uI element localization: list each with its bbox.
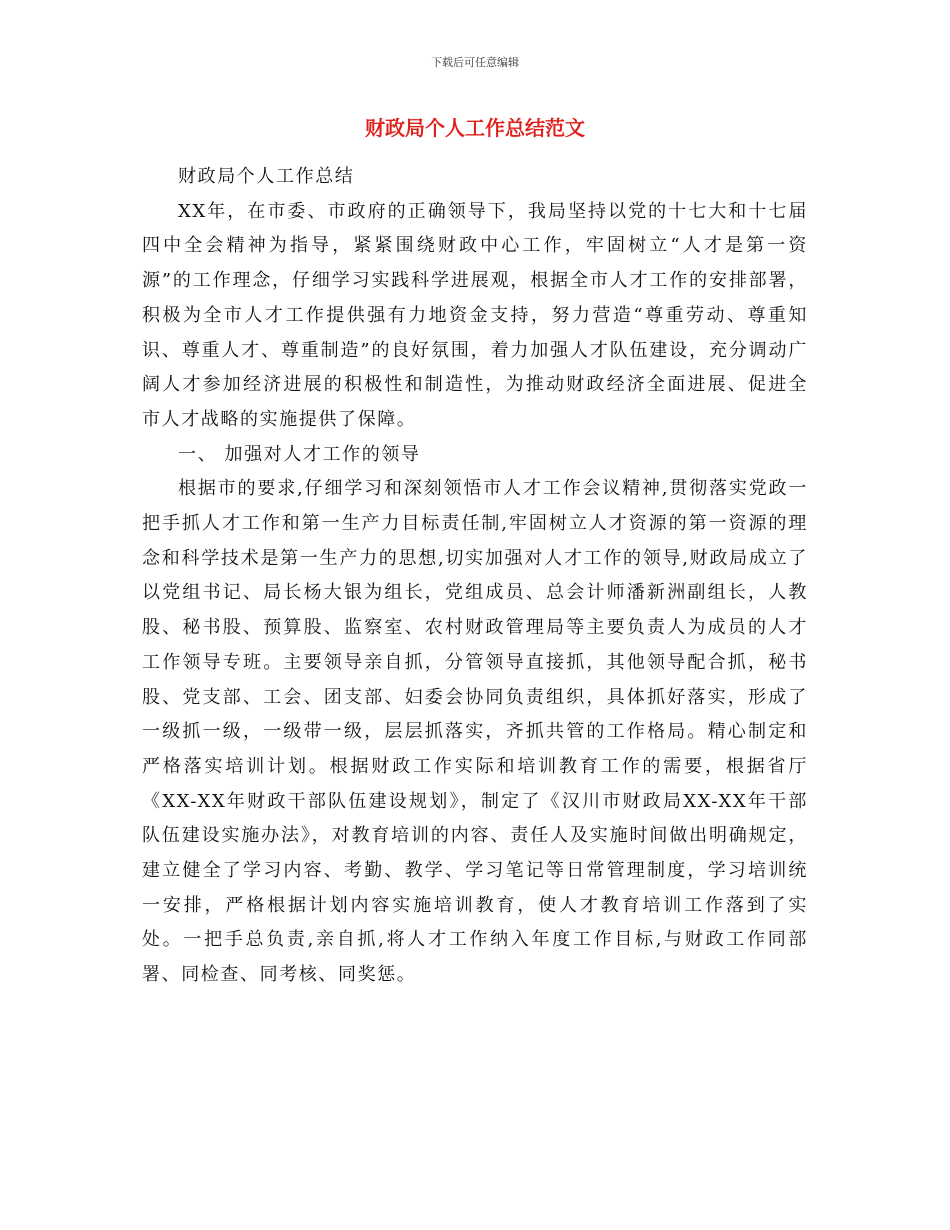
document-body [142, 160, 808, 993]
header-note: 下载后可任意编辑 [431, 56, 519, 69]
paragraph-intro: XX年，在市委、市政府的正确领导下，我局坚持以党的十七大和十七届四中全会精神为指导，紧紧围绕财政中心工作，牢固树立“人才是第一资源”的工作理念，仔细学习实践科学进展观，根据全市人才工作的安排部署，积极为全市人才工作提供强有力地资金支持，努力营造“尊重劳动、尊重知识、尊重人才、尊重制造”的良好氛围，着力加强人才队伍建设，充分调动广阔人才参加经济进展的积极性和制造性，为推动财政经济全面进展、促进全市人才战略的实施提供了保障。 [142, 200, 808, 430]
paragraph-section-1: 根据市的要求,仔细学习和深刻领悟市人才工作会议精神,贯彻落实党政一把手抓人才工作和第一生产力目标责任制,牢固树立人才资源的第一资源的理念和科学技术是第一生产力的思想,切实加强对人才工作的领导,财政局成立了以党组书记、局长杨大银为组长，党组成员、总会计师潘新洲副组长，人教股、秘书股、预算股、监察室、农村财政管理局等主要负责人为成员的人才工作领导专班。主要领导亲自抓，分管领导直接抓，其他领导配合抓，秘书股、党支部、工会、团支部、妇委会协同负责组织，具体抓好落实，形成了一级抓一级，一级带一级，层层抓落实，齐抓共管的工作格局。精心制定和严格落实培训计划。根据财政工作实际和培训教育工作的需要，根据省厅《XX-XX年财政干部队伍建设规划》，制定了《汉川市财政局XX-XX年干部队伍建设实施办法》，对教育培训的内容、责任人及实施时间做出明确规定，建立健全了学习内容、考勤、教学、学习笔记等日常管理制度，学习培训统一安排，严格根据计划内容实施培训教育，使人才教育培训工作落到了实处。一把手总负责,亲自抓,将人才工作纳入年度工作目标,与财政工作同部署、同检查、同考核、同奖惩。 [142, 478, 808, 986]
paragraph-subtitle: 财政局个人工作总结 [178, 166, 355, 187]
document-title: 财政局个人工作总结范文 [365, 116, 585, 140]
section-heading: 一、 加强对人才工作的领导 [178, 443, 421, 465]
